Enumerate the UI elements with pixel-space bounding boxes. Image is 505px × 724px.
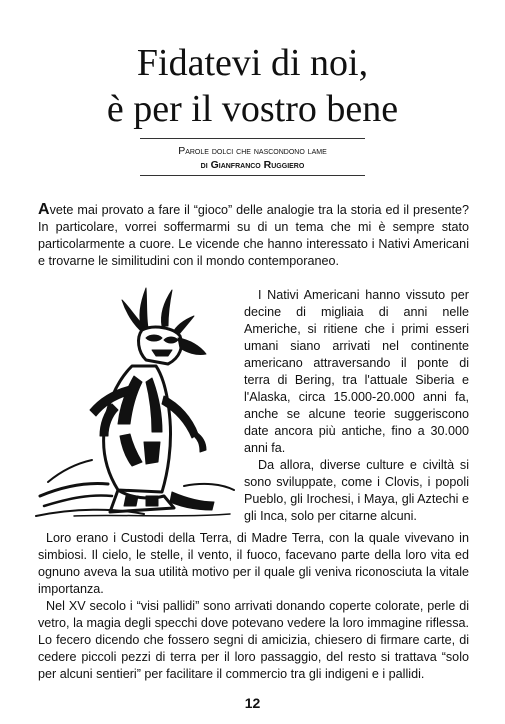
intro-paragraph: [38, 201, 469, 270]
intro-text: vete mai provato a fare il “gioco” delle analogie tra la storia ed il presente? In particolare, vorrei soffermarmi su di un tema che mi è sempre stato particolarmente a cuore. Le vicende che hanno interessato i Nativi Americani e trovarne le similitudini con il mondo contemporaneo.: [38, 203, 469, 268]
article-title-line-1: Fidatevi di noi,: [136, 42, 369, 84]
initial-letter: A: [38, 201, 50, 218]
bottom-paragraph-1: Loro erano i Custodi della Terra, di Madre Terra, con la quale vivevano in simbiosi. Il cielo, le stelle, il vento, il fuoco, facevano parte della loro vita ed ognuno aveva la sua utilità motivo per il quale gli veniva riconosciuta la vitale importanza.: [38, 531, 469, 596]
column-paragraph-1: I Nativi Americani hanno vissuto per decine di migliaia di anni nelle Americhe, si ritiene che i primi esseri umani siano arrivati nel continente americano attraversando il ponte di terra di Bering, tra l'attuale Siberia e l'Alaska, circa 15.000-20.000 anni fa, anche se alcune teorie suggeriscono date ancora più antiche, fino a 30.000 anni fa.: [244, 288, 469, 455]
right-column-text: [244, 287, 469, 525]
article-subtitle: Parole dolci che nascondono lame: [178, 145, 327, 157]
subtitle-top-rule: [140, 138, 365, 139]
column-paragraph-2: Da allora, diverse culture e civiltà si sono sviluppate, come i Clovis, i popoli Pueblo, gli Irochesi, i Maya, gli Aztechi e gli Inca, solo per citarne alcuni.: [244, 458, 469, 523]
subtitle-bottom-rule: [140, 175, 365, 176]
bottom-text: [38, 530, 469, 683]
page-number: 12: [244, 695, 261, 711]
native-american-figure-illustration: [34, 286, 239, 522]
bottom-paragraph-2: Nel XV secolo i “visi pallidi” sono arrivati donando coperte colorate, perle di vetro, la magia degli specchi dove potevano vedere la loro immagine riflessa. Lo fecero dicendo che fossero segni di amicizia, chiesero di firmare carte, di cedere piccoli pezzi di terra per il loro passaggio, del resto si trattava “solo per alcuni sentieri” per facilitare il commercio tra gli indigeni e i pallidi.: [38, 599, 469, 681]
article-title-line-2: è per il vostro bene: [106, 88, 399, 130]
article-author: di Gianfranco Ruggiero: [200, 159, 305, 171]
